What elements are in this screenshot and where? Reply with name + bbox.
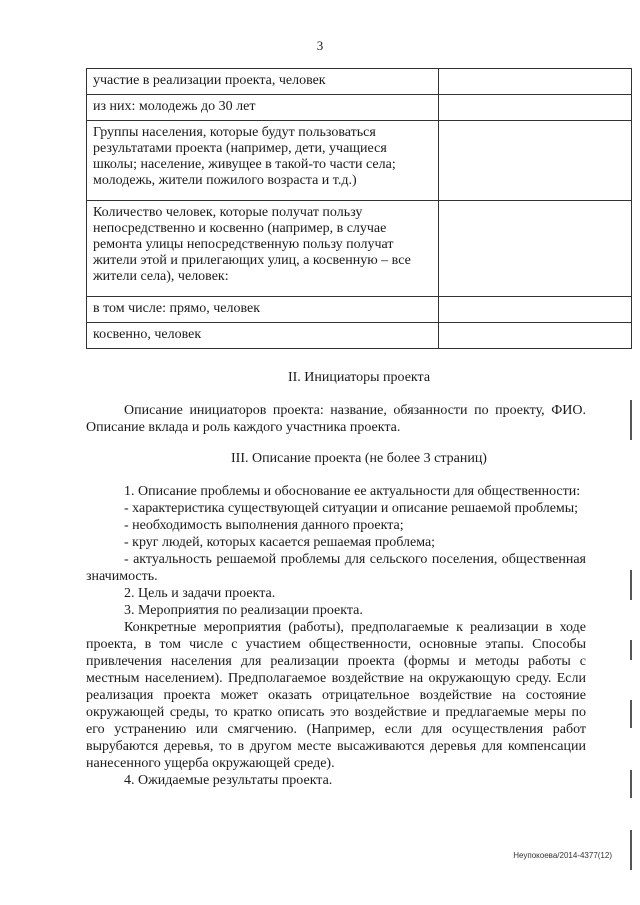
scan-edge-mark [630,830,632,870]
table-row-label: из них: молодежь до 30 лет [87,95,439,121]
scan-edge-mark [630,700,632,728]
table-row [87,201,632,297]
document-code: Неупокоева/2014-4377(12) [513,851,612,860]
section-initiators-heading: II. Инициаторы проекта [287,370,431,385]
table-row-value[interactable] [439,297,632,323]
section-initiators-text [86,402,586,436]
project-info-table [86,68,632,349]
table-row-label: Группы населения, которые будут пользоваться результатами проекта (например, дети, учащиеся школы; население, живущее в такой-то части села; молодежь, жители пожилого возраста и т.д.) [87,121,439,201]
paragraph: 1. Описание проблемы и обоснование ее актуальности для общественности: [124,484,581,499]
scan-edge-mark [630,400,632,440]
table-row [87,297,632,323]
paragraph: - актуальность решаемой проблемы для сельского поселения, общественная значимость. [86,552,586,584]
scan-edge-mark [630,770,632,798]
scan-edge-mark [630,640,632,660]
paragraph: - круг людей, которых касается решаемая проблема; [124,535,436,550]
paragraph: 3. Мероприятия по реализации проекта. [124,603,363,618]
paragraph: - необходимость выполнения данного проекта; [124,518,404,533]
page-number: 3 [316,38,324,53]
table-row-value[interactable] [439,323,632,349]
section-description-heading: III. Описание проекта (не более 3 страниц) [231,451,487,466]
paragraph: 2. Цель и задачи проекта. [124,586,276,601]
paragraph: 4. Ожидаемые результаты проекта. [124,773,333,788]
table-row [87,121,632,201]
table-row-value[interactable] [439,201,632,297]
table-row [87,323,632,349]
section-description-body [86,483,586,789]
scan-edge-mark [630,570,632,600]
table-row-value[interactable] [439,95,632,121]
paragraph: Конкретные мероприятия (работы), предполагаемые к реализации в ходе проекта, в том числе с участием общественности, основные этапы. Способы привлечения населения для реализации проекта (формы и методы работы с местным населением). Предполагаемое воздействие на окружающую среду. Если реализация проекта может оказать отрицательное воздействие на состояние окружающей среды, то кратко описать это воздействие и предлагаемые меры по его устранению или смягчению. (Например, если для осуществления работ вырубаются деревья, то в другом месте высаживаются деревья для компенсации нанесенного ущерба окружающей среде). [86,620,586,771]
table-row-value[interactable] [439,69,632,95]
table-row-label: косвенно, человек [87,323,439,349]
table-row [87,69,632,95]
table-row [87,95,632,121]
table-row-label: участие в реализации проекта, человек [87,69,439,95]
paragraph: Описание инициаторов проекта: название, обязанности по проекту, ФИО. Описание вклада и роль каждого участника проекта. [86,403,586,435]
table-row-label: в том числе: прямо, человек [87,297,439,323]
table-row-label: Количество человек, которые получат пользу непосредственно и косвенно (например, в случае ремонта улицы непосредственную пользу получат жители этой и прилегающих улиц, а косвенную – все жители села), человек: [87,201,439,297]
paragraph: - характеристика существующей ситуации и описание решаемой проблемы; [124,501,579,516]
table-row-value[interactable] [439,121,632,201]
